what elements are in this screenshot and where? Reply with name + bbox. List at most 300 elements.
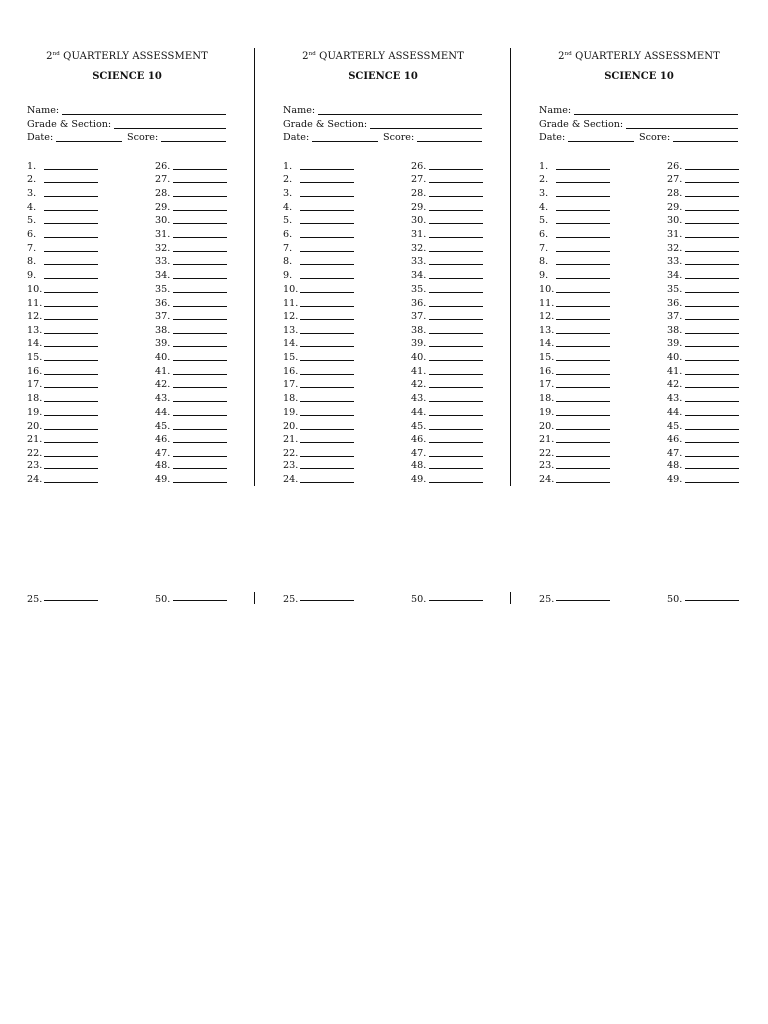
answer-item (667, 351, 739, 364)
answer-blank[interactable] (173, 432, 227, 443)
item-number: 4. (283, 202, 293, 213)
answer-blank[interactable] (429, 296, 483, 307)
answer-blank[interactable] (429, 350, 483, 361)
item-number: 26. (667, 161, 683, 172)
column-divider-tick (510, 592, 511, 604)
answer-blank[interactable] (173, 213, 227, 224)
answer-blank[interactable] (556, 432, 610, 443)
answer-blank[interactable] (300, 446, 354, 457)
answer-item (539, 214, 611, 227)
answer-blank[interactable] (685, 254, 739, 265)
answer-blank[interactable] (44, 309, 98, 320)
answer-blank[interactable] (429, 419, 483, 430)
item-number: 8. (27, 256, 37, 267)
answer-blank[interactable] (429, 432, 483, 443)
name-field (539, 104, 739, 117)
answer-blank[interactable] (556, 172, 610, 183)
answer-blank[interactable] (44, 590, 98, 601)
answer-blank[interactable] (429, 227, 483, 238)
score-blank[interactable] (161, 131, 226, 142)
answer-blank[interactable] (556, 296, 610, 307)
answer-blank[interactable] (173, 458, 227, 469)
answer-item (155, 283, 227, 296)
item-number: 7. (27, 243, 37, 254)
item-number: 32. (411, 243, 427, 254)
grade-section-label: Grade & Section: (539, 119, 624, 130)
answer-blank[interactable] (685, 200, 739, 211)
answer-blank[interactable] (44, 186, 98, 197)
item-number: 36. (667, 298, 683, 309)
item-number: 45. (411, 421, 427, 432)
answer-blank[interactable] (173, 323, 227, 334)
item-number: 27. (411, 174, 427, 185)
answer-item (283, 433, 355, 446)
answer-blank[interactable] (685, 323, 739, 334)
item-number: 34. (411, 270, 427, 281)
answer-blank[interactable] (300, 364, 354, 375)
answer-blank[interactable] (44, 432, 98, 443)
item-number: 50. (155, 594, 171, 605)
item-number: 6. (27, 229, 37, 240)
answer-blank[interactable] (685, 377, 739, 388)
answer-blank[interactable] (556, 213, 610, 224)
answer-item-50 (411, 593, 483, 606)
answer-item (27, 459, 99, 472)
answer-blank[interactable] (429, 391, 483, 402)
answer-item-25 (283, 593, 355, 606)
answer-blank[interactable] (429, 309, 483, 320)
answer-blank[interactable] (44, 364, 98, 375)
item-number: 41. (155, 366, 171, 377)
answer-blank[interactable] (173, 391, 227, 402)
answer-item (539, 173, 611, 186)
answer-blank[interactable] (300, 405, 354, 416)
item-number: 42. (667, 379, 683, 390)
item-number: 1. (283, 161, 293, 172)
score-label: Score: (127, 132, 159, 143)
item-number: 20. (283, 421, 299, 432)
item-number: 34. (155, 270, 171, 281)
grade-section-blank[interactable] (626, 118, 738, 129)
answer-blank[interactable] (685, 172, 739, 183)
answer-blank[interactable] (429, 213, 483, 224)
answer-item (411, 214, 483, 227)
grade-section-blank[interactable] (370, 118, 482, 129)
answer-blank[interactable] (556, 377, 610, 388)
answer-item (27, 433, 99, 446)
answer-blank[interactable] (300, 309, 354, 320)
item-number: 14. (283, 338, 299, 349)
item-number: 31. (155, 229, 171, 240)
answer-item (667, 378, 739, 391)
answer-item (155, 310, 227, 323)
answer-item (539, 433, 611, 446)
answer-blank[interactable] (300, 227, 354, 238)
answer-blank[interactable] (429, 268, 483, 279)
item-number: 28. (411, 188, 427, 199)
item-number: 48. (667, 460, 683, 471)
answer-blank[interactable] (300, 172, 354, 183)
answer-blank[interactable] (300, 159, 354, 170)
answer-blank[interactable] (685, 364, 739, 375)
item-number: 12. (539, 311, 555, 322)
answer-item (539, 283, 611, 296)
answer-blank[interactable] (429, 590, 483, 601)
answer-blank[interactable] (173, 419, 227, 430)
item-number: 24. (27, 474, 43, 485)
item-number: 11. (539, 298, 555, 309)
answer-blank[interactable] (556, 364, 610, 375)
answer-blank[interactable] (44, 282, 98, 293)
answer-blank[interactable] (685, 432, 739, 443)
answer-blank[interactable] (429, 186, 483, 197)
answer-item (667, 337, 739, 350)
item-number: 43. (667, 393, 683, 404)
item-number: 47. (155, 448, 171, 459)
item-number: 19. (283, 407, 299, 418)
answer-item-50 (155, 593, 227, 606)
answer-item (283, 255, 355, 268)
answer-blank[interactable] (556, 391, 610, 402)
answer-item (283, 310, 355, 323)
answer-blank[interactable] (44, 268, 98, 279)
date-blank[interactable] (568, 131, 634, 142)
name-blank[interactable] (62, 104, 226, 115)
answer-item (27, 173, 99, 186)
answer-blank[interactable] (685, 336, 739, 347)
answer-item (27, 378, 99, 391)
answer-blank[interactable] (429, 254, 483, 265)
item-number: 26. (155, 161, 171, 172)
answer-item (411, 473, 483, 486)
answer-item (667, 187, 739, 200)
answer-blank[interactable] (300, 432, 354, 443)
score-label: Score: (639, 132, 671, 143)
item-number: 33. (411, 256, 427, 267)
item-number: 47. (667, 448, 683, 459)
answer-item (27, 187, 99, 200)
answer-item (667, 173, 739, 186)
answer-blank[interactable] (685, 296, 739, 307)
item-number: 4. (27, 202, 37, 213)
answer-blank[interactable] (685, 159, 739, 170)
answer-blank[interactable] (685, 419, 739, 430)
answer-item (667, 310, 739, 323)
answer-blank[interactable] (685, 458, 739, 469)
answer-blank[interactable] (173, 186, 227, 197)
answer-item (411, 406, 483, 419)
answer-blank[interactable] (429, 364, 483, 375)
answer-blank[interactable] (44, 458, 98, 469)
item-number: 3. (283, 188, 293, 199)
answer-item (283, 392, 355, 405)
title-rest: QUARTERLY ASSESSMENT (571, 51, 720, 62)
item-number: 34. (667, 270, 683, 281)
answer-blank[interactable] (556, 200, 610, 211)
answer-blank[interactable] (429, 241, 483, 252)
item-number: 16. (283, 366, 299, 377)
item-number: 2. (27, 174, 37, 185)
answer-blank[interactable] (685, 186, 739, 197)
answer-blank[interactable] (44, 446, 98, 457)
answer-blank[interactable] (44, 472, 98, 483)
answer-blank[interactable] (556, 446, 610, 457)
item-number: 16. (27, 366, 43, 377)
grade-section-label: Grade & Section: (283, 119, 368, 130)
date-blank[interactable] (312, 131, 378, 142)
item-number: 50. (411, 594, 427, 605)
answer-blank[interactable] (173, 405, 227, 416)
answer-blank[interactable] (556, 419, 610, 430)
answer-blank[interactable] (300, 323, 354, 334)
answer-sheet-copy (283, 48, 483, 608)
answer-blank[interactable] (173, 254, 227, 265)
item-number: 30. (411, 215, 427, 226)
item-number: 20. (27, 421, 43, 432)
answer-blank[interactable] (429, 172, 483, 183)
answer-blank[interactable] (44, 419, 98, 430)
answer-blank[interactable] (44, 405, 98, 416)
item-number: 25. (539, 594, 555, 605)
answer-blank[interactable] (173, 227, 227, 238)
answer-blank[interactable] (300, 391, 354, 402)
answer-item (155, 378, 227, 391)
answer-blank[interactable] (44, 213, 98, 224)
answer-blank[interactable] (173, 350, 227, 361)
grade-section-label: Grade & Section: (27, 119, 112, 130)
answer-blank[interactable] (556, 590, 610, 601)
answer-item (411, 228, 483, 241)
answer-item (667, 255, 739, 268)
answer-blank[interactable] (556, 323, 610, 334)
name-blank[interactable] (574, 104, 738, 115)
answer-blank[interactable] (300, 472, 354, 483)
answer-blank[interactable] (300, 590, 354, 601)
name-field (27, 104, 227, 117)
answer-blank[interactable] (173, 309, 227, 320)
answer-blank[interactable] (429, 446, 483, 457)
answer-blank[interactable] (300, 419, 354, 430)
answer-blank[interactable] (44, 227, 98, 238)
answer-blank[interactable] (556, 336, 610, 347)
item-number: 30. (155, 215, 171, 226)
item-number: 30. (667, 215, 683, 226)
answer-blank[interactable] (429, 282, 483, 293)
answer-item (155, 433, 227, 446)
item-number: 50. (667, 594, 683, 605)
answer-blank[interactable] (685, 309, 739, 320)
answer-blank[interactable] (173, 446, 227, 457)
answer-blank[interactable] (300, 350, 354, 361)
name-label: Name: (539, 105, 572, 116)
item-number: 17. (539, 379, 555, 390)
answer-blank[interactable] (44, 336, 98, 347)
answer-blank[interactable] (556, 282, 610, 293)
grade-section-blank[interactable] (114, 118, 226, 129)
answer-item (283, 228, 355, 241)
answer-blank[interactable] (556, 254, 610, 265)
answer-blank[interactable] (429, 458, 483, 469)
item-number: 18. (283, 393, 299, 404)
answer-blank[interactable] (300, 458, 354, 469)
answer-blank[interactable] (429, 405, 483, 416)
answer-blank[interactable] (300, 268, 354, 279)
answer-blank[interactable] (44, 241, 98, 252)
answer-blank[interactable] (429, 336, 483, 347)
score-blank[interactable] (673, 131, 738, 142)
answer-blank[interactable] (556, 241, 610, 252)
answer-blank[interactable] (173, 472, 227, 483)
answer-blank[interactable] (44, 200, 98, 211)
answer-item (411, 378, 483, 391)
answer-item (283, 283, 355, 296)
answer-blank[interactable] (173, 159, 227, 170)
answer-item (283, 337, 355, 350)
item-number: 5. (27, 215, 37, 226)
answer-blank[interactable] (556, 350, 610, 361)
answer-item (411, 392, 483, 405)
answer-blank[interactable] (685, 405, 739, 416)
answer-item (155, 269, 227, 282)
answer-blank[interactable] (173, 377, 227, 388)
item-number: 46. (155, 434, 171, 445)
item-number: 23. (283, 460, 299, 471)
grade-section-field (539, 118, 739, 131)
answer-blank[interactable] (685, 446, 739, 457)
answer-blank[interactable] (685, 590, 739, 601)
answer-blank[interactable] (300, 241, 354, 252)
answer-blank[interactable] (300, 186, 354, 197)
score-blank[interactable] (417, 131, 482, 142)
answer-blank[interactable] (44, 350, 98, 361)
answer-item (539, 228, 611, 241)
answer-item (283, 214, 355, 227)
item-number: 23. (27, 460, 43, 471)
answer-blank[interactable] (173, 590, 227, 601)
answer-item (667, 269, 739, 282)
answer-blank[interactable] (173, 200, 227, 211)
answer-blank[interactable] (300, 200, 354, 211)
answer-blank[interactable] (300, 213, 354, 224)
answer-item (155, 187, 227, 200)
item-number: 7. (283, 243, 293, 254)
item-number: 47. (411, 448, 427, 459)
answer-blank[interactable] (685, 241, 739, 252)
item-number: 21. (539, 434, 555, 445)
date-blank[interactable] (56, 131, 122, 142)
answer-item (411, 187, 483, 200)
item-number: 39. (155, 338, 171, 349)
title-rest: QUARTERLY ASSESSMENT (315, 51, 464, 62)
answer-item (155, 214, 227, 227)
answer-item (27, 406, 99, 419)
item-number: 19. (539, 407, 555, 418)
answer-blank[interactable] (429, 159, 483, 170)
answer-blank[interactable] (556, 472, 610, 483)
item-number: 48. (155, 460, 171, 471)
answer-blank[interactable] (44, 172, 98, 183)
date-score-field (283, 131, 483, 144)
answer-item (539, 378, 611, 391)
answer-blank[interactable] (556, 159, 610, 170)
sheet-subject: SCIENCE 10 (348, 71, 418, 82)
item-number: 35. (155, 284, 171, 295)
item-number: 2. (283, 174, 293, 185)
item-number: 16. (539, 366, 555, 377)
answer-blank[interactable] (44, 377, 98, 388)
item-number: 11. (27, 298, 43, 309)
answer-blank[interactable] (300, 282, 354, 293)
answer-item (283, 406, 355, 419)
sheet-title (283, 51, 483, 62)
answer-blank[interactable] (429, 472, 483, 483)
answer-blank[interactable] (429, 200, 483, 211)
name-blank[interactable] (318, 104, 482, 115)
answer-item (539, 459, 611, 472)
answer-blank[interactable] (44, 296, 98, 307)
answer-blank[interactable] (300, 296, 354, 307)
answer-blank[interactable] (556, 309, 610, 320)
answer-blank[interactable] (44, 391, 98, 402)
answer-blank[interactable] (44, 159, 98, 170)
answer-blank[interactable] (173, 364, 227, 375)
item-number: 10. (27, 284, 43, 295)
item-number: 38. (667, 325, 683, 336)
item-number: 15. (539, 352, 555, 363)
answer-blank[interactable] (173, 241, 227, 252)
answer-blank[interactable] (556, 186, 610, 197)
answer-blank[interactable] (300, 377, 354, 388)
answer-blank[interactable] (429, 377, 483, 388)
item-number: 18. (539, 393, 555, 404)
item-number: 46. (411, 434, 427, 445)
answer-blank[interactable] (685, 282, 739, 293)
answer-blank[interactable] (173, 336, 227, 347)
answer-blank[interactable] (685, 227, 739, 238)
answer-blank[interactable] (173, 268, 227, 279)
item-number: 27. (667, 174, 683, 185)
answer-item (539, 392, 611, 405)
answer-blank[interactable] (556, 405, 610, 416)
answer-blank[interactable] (300, 336, 354, 347)
answer-blank[interactable] (300, 254, 354, 265)
answer-blank[interactable] (173, 282, 227, 293)
answer-blank[interactable] (173, 172, 227, 183)
answer-blank[interactable] (173, 296, 227, 307)
answer-blank[interactable] (685, 391, 739, 402)
answer-blank[interactable] (556, 268, 610, 279)
answer-blank[interactable] (44, 254, 98, 265)
answer-blank[interactable] (44, 323, 98, 334)
sheet-title (27, 51, 227, 62)
item-number: 5. (539, 215, 549, 226)
answer-blank[interactable] (685, 213, 739, 224)
item-number: 15. (27, 352, 43, 363)
answer-blank[interactable] (429, 323, 483, 334)
name-label: Name: (283, 105, 316, 116)
column-divider (510, 48, 511, 486)
answer-blank[interactable] (685, 350, 739, 361)
item-number: 6. (283, 229, 293, 240)
name-label: Name: (27, 105, 60, 116)
answer-blank[interactable] (556, 227, 610, 238)
title-superscript: nd (564, 51, 572, 57)
answer-blank[interactable] (685, 268, 739, 279)
answer-blank[interactable] (556, 458, 610, 469)
item-number: 42. (411, 379, 427, 390)
item-number: 46. (667, 434, 683, 445)
answer-blank[interactable] (685, 472, 739, 483)
